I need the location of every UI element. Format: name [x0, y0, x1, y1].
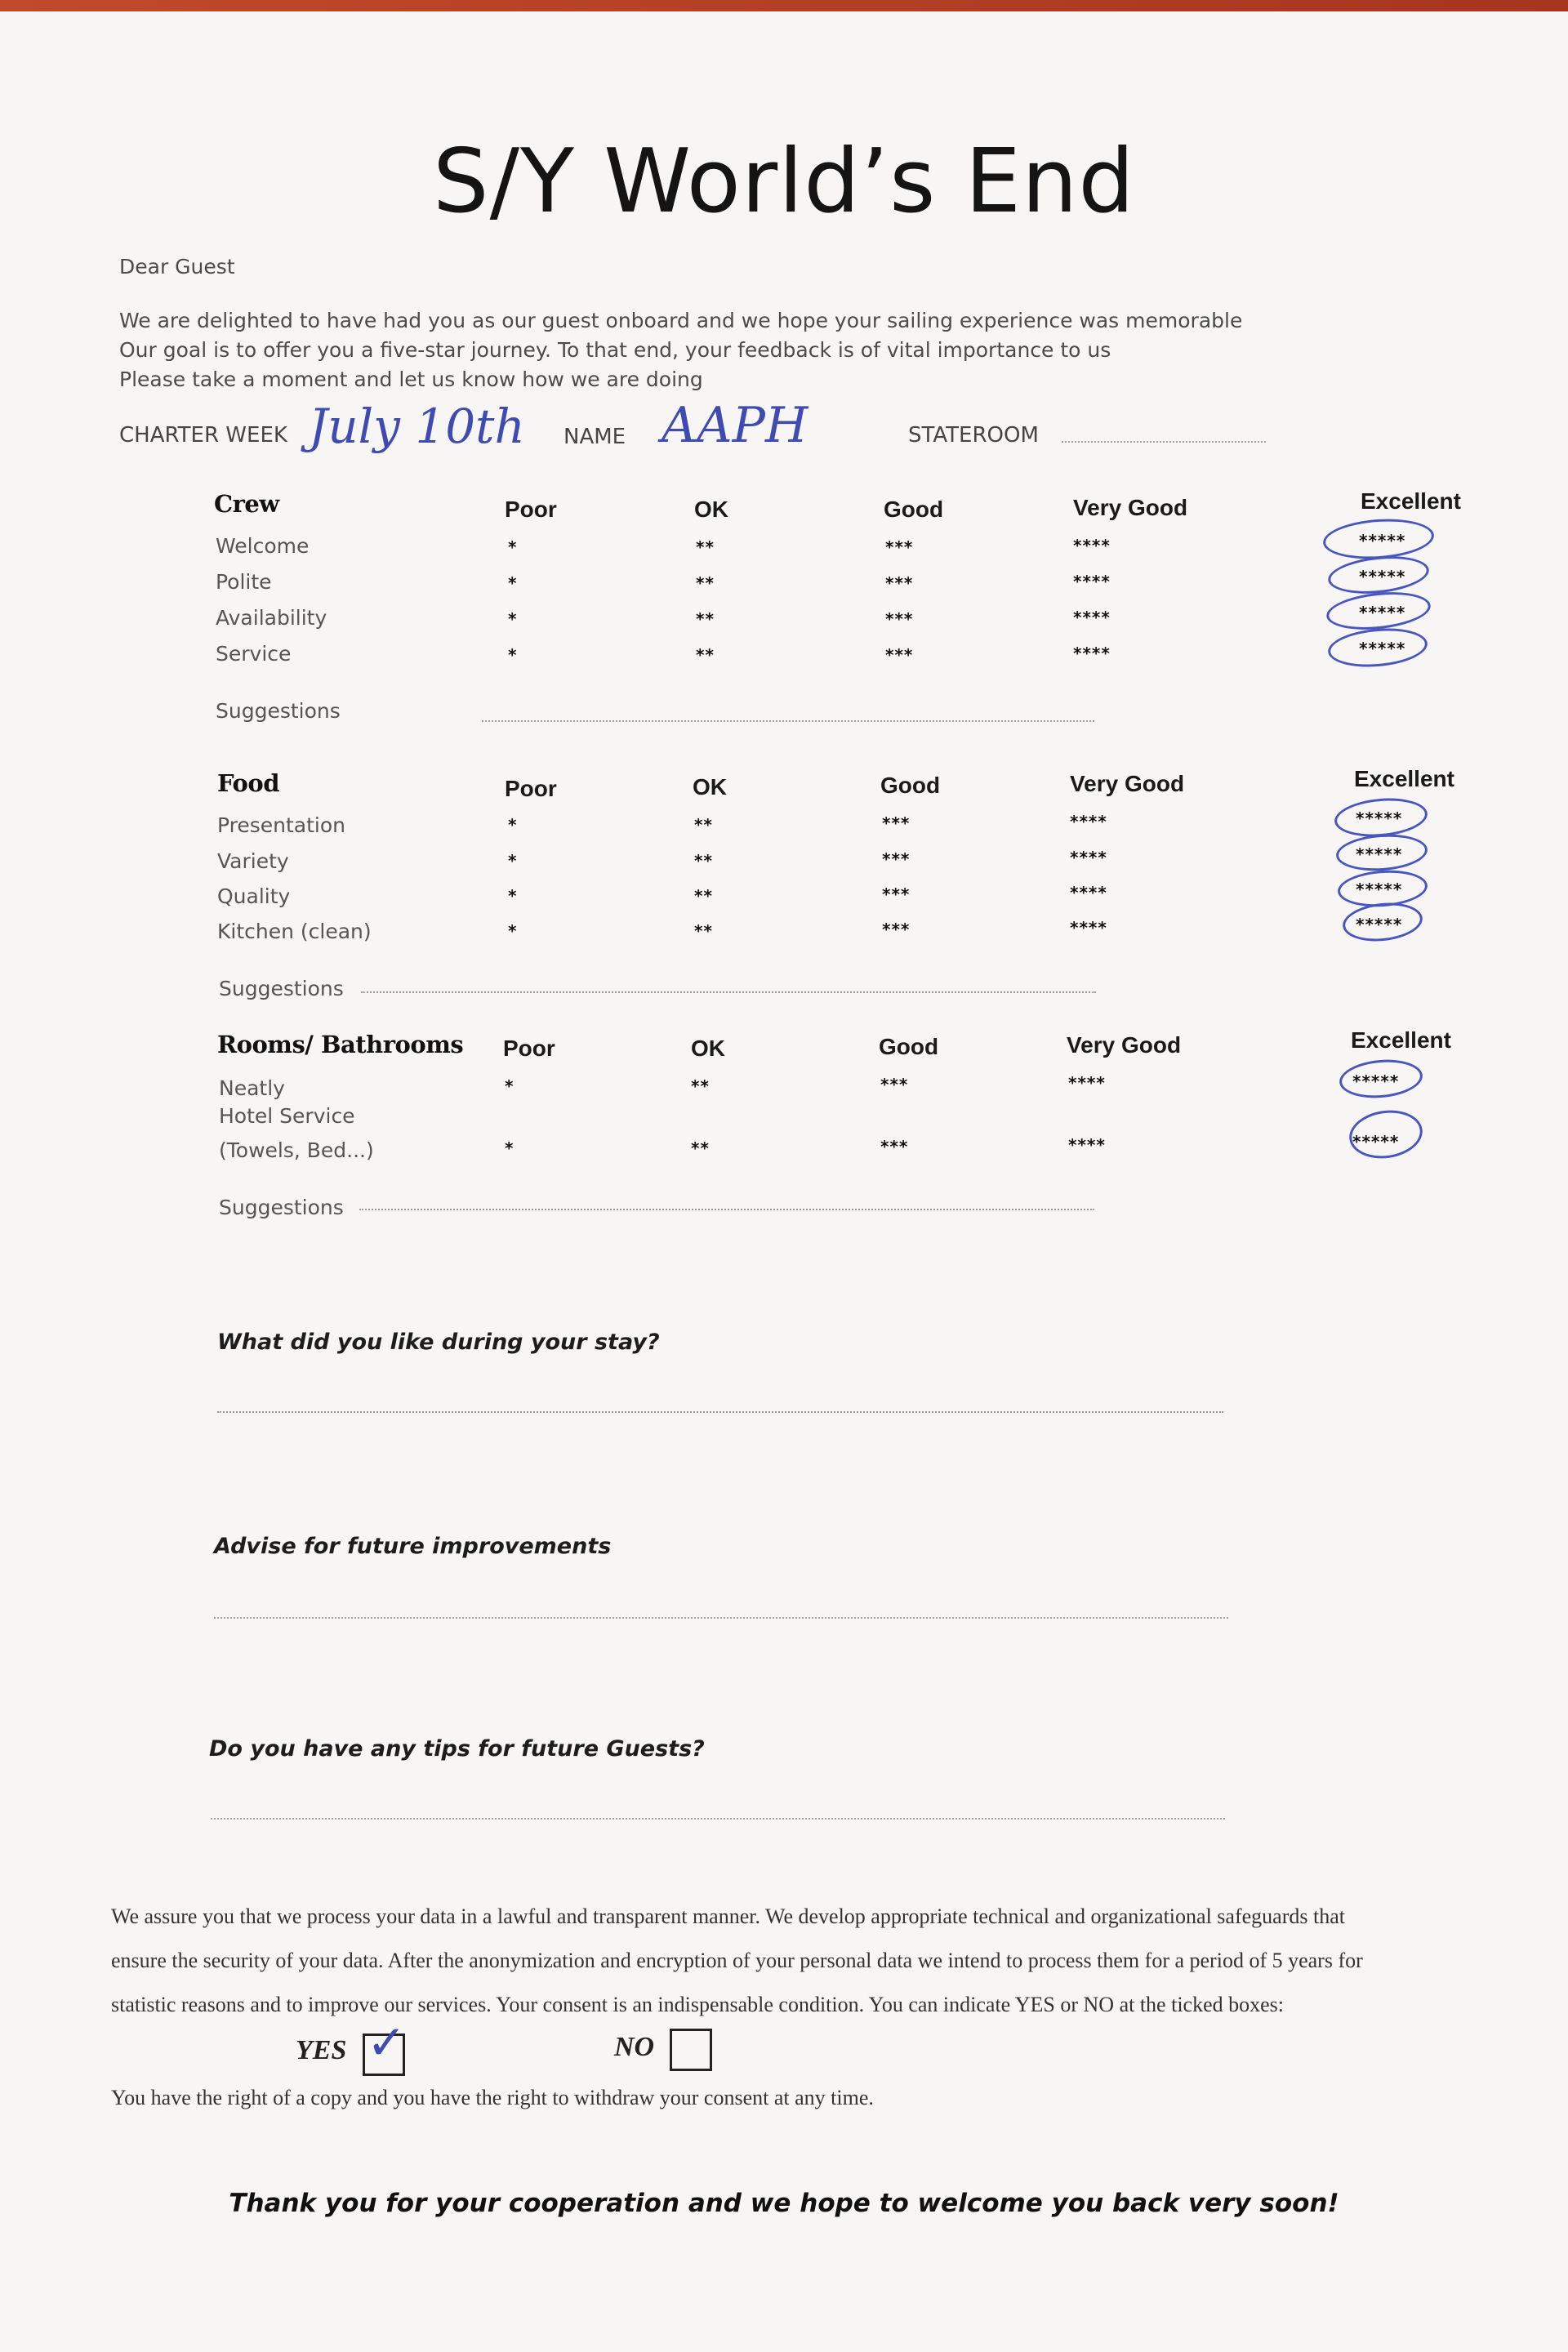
- selection-circle: [1326, 552, 1431, 599]
- rating-option[interactable]: ***: [882, 849, 911, 869]
- top-edge-strip: [0, 0, 1568, 11]
- stateroom-line: [1062, 441, 1266, 443]
- selection-circle: [1326, 625, 1429, 670]
- rating-option[interactable]: ***: [880, 1137, 909, 1156]
- rating-option[interactable]: **: [696, 537, 715, 557]
- selection-circle: [1338, 1057, 1424, 1102]
- rating-option-selected[interactable]: *****: [1359, 603, 1406, 622]
- selection-circle: [1341, 899, 1424, 945]
- col-header-very-good: Very Good: [1070, 771, 1185, 796]
- rating-option[interactable]: *: [508, 609, 518, 629]
- rating-option-selected[interactable]: *****: [1352, 1132, 1400, 1152]
- rating-option[interactable]: *: [508, 851, 518, 871]
- rating-option[interactable]: *: [505, 1138, 514, 1158]
- rating-option[interactable]: *: [505, 1076, 514, 1096]
- rating-option[interactable]: *: [508, 573, 518, 593]
- col-header-excellent: Excellent: [1351, 1027, 1451, 1053]
- question-tips: Do you have any tips for future Guests?: [209, 1736, 705, 1762]
- rating-option[interactable]: **: [694, 886, 713, 906]
- selection-circle: [1325, 587, 1432, 634]
- rights-line: You have the right of a copy and you have the right to withdraw your consent at any time.: [111, 2086, 874, 2109]
- rating-option[interactable]: **: [694, 851, 713, 871]
- stateroom-label: STATEROOM: [908, 423, 1039, 448]
- row-label-quality: Quality: [217, 884, 291, 908]
- rating-option[interactable]: ****: [1070, 848, 1107, 867]
- rating-option[interactable]: ****: [1068, 1073, 1106, 1093]
- selection-circle: [1335, 831, 1429, 874]
- col-header-excellent: Excellent: [1354, 766, 1454, 791]
- name-label: NAME: [564, 425, 626, 449]
- rating-option[interactable]: *: [508, 921, 518, 941]
- suggestions-label-food: Suggestions: [219, 977, 344, 1000]
- col-header-ok: OK: [693, 774, 727, 800]
- rating-option[interactable]: **: [696, 645, 715, 665]
- col-header-excellent: Excellent: [1361, 488, 1461, 514]
- suggestions-label-crew: Suggestions: [216, 699, 341, 723]
- rating-option[interactable]: **: [696, 609, 715, 629]
- rating-option-selected[interactable]: *****: [1359, 639, 1406, 658]
- col-header-good: Good: [879, 1034, 939, 1059]
- intro-line-3: Please take a moment and let us know how we are doing: [119, 368, 703, 391]
- rating-option-selected[interactable]: *****: [1356, 880, 1403, 899]
- selection-circle: [1333, 795, 1429, 840]
- rating-option[interactable]: ***: [882, 813, 911, 833]
- col-header-good: Good: [884, 497, 944, 522]
- row-label-presentation: Presentation: [217, 813, 346, 837]
- rating-option[interactable]: ****: [1073, 644, 1111, 663]
- consent-no-label: NO: [614, 2032, 655, 2062]
- section-title-rooms: Rooms/ Bathrooms: [217, 1031, 464, 1058]
- row-label-polite: Polite: [216, 570, 272, 594]
- consent-yes-checkbox[interactable]: [363, 2015, 407, 2076]
- closing-line: Thank you for your cooperation and we hope to welcome you back very soon!: [229, 2189, 1339, 2218]
- rating-option[interactable]: ***: [885, 573, 914, 593]
- row-label-neatly: Neatly: [219, 1076, 285, 1100]
- legal-line-1: We assure you that we process your data in a lawful and transparent manner. We develop appropriate technical and organizational safeguards that: [111, 1904, 1345, 1928]
- col-header-poor: Poor: [503, 1036, 555, 1061]
- suggestions-line-rooms[interactable]: [359, 1209, 1094, 1210]
- row-label-service: Service: [216, 642, 292, 666]
- check-mark-icon: ✓: [367, 2015, 407, 2070]
- rating-option[interactable]: **: [691, 1138, 710, 1158]
- rating-option[interactable]: **: [696, 573, 715, 593]
- rating-option[interactable]: *: [508, 886, 518, 906]
- rating-option-selected[interactable]: *****: [1352, 1071, 1400, 1091]
- charter-week-value: July 10th: [309, 399, 525, 454]
- rating-option-selected[interactable]: *****: [1356, 844, 1403, 864]
- answer-line-liked[interactable]: [217, 1411, 1223, 1413]
- selection-circle: [1321, 515, 1435, 562]
- rating-option[interactable]: ****: [1070, 918, 1107, 938]
- col-header-poor: Poor: [505, 776, 557, 801]
- rating-option-selected[interactable]: *****: [1359, 531, 1406, 550]
- intro-line-1: We are delighted to have had you as our guest onboard and we hope your sailing experience was memorable: [119, 309, 1243, 332]
- rating-option[interactable]: ***: [880, 1075, 909, 1094]
- col-header-very-good: Very Good: [1073, 495, 1188, 520]
- row-label-variety: Variety: [217, 849, 289, 873]
- form-title: S/Y World’s End: [433, 131, 1135, 233]
- rating-option[interactable]: ****: [1070, 883, 1107, 902]
- col-header-very-good: Very Good: [1067, 1032, 1182, 1058]
- row-label-kitchen: Kitchen (clean): [217, 920, 372, 943]
- question-liked: What did you like during your stay?: [217, 1330, 660, 1355]
- rating-option[interactable]: ***: [885, 645, 914, 665]
- rating-option[interactable]: ***: [882, 884, 911, 904]
- selection-circle: [1346, 1106, 1425, 1163]
- suggestions-line-food[interactable]: [361, 991, 1096, 993]
- row-label-availability: Availability: [216, 606, 327, 630]
- rating-option-selected[interactable]: *****: [1356, 808, 1403, 828]
- greeting: Dear Guest: [119, 255, 235, 278]
- rating-option[interactable]: ****: [1070, 812, 1107, 831]
- section-title-food: Food: [217, 769, 279, 797]
- suggestions-label-rooms: Suggestions: [219, 1196, 344, 1219]
- col-header-good: Good: [880, 773, 941, 798]
- col-header-poor: Poor: [505, 497, 557, 522]
- rating-option[interactable]: **: [694, 921, 713, 941]
- legal-line-3: statistic reasons and to improve our services. Your consent is an indispensable condition. You can indicate YES or NO at the ticked boxes:: [111, 1993, 1285, 2016]
- rating-option[interactable]: ***: [885, 537, 914, 557]
- rating-option[interactable]: ***: [882, 920, 911, 939]
- row-label-towels-bed: (Towels, Bed...): [219, 1138, 374, 1162]
- legal-line-2: ensure the security of your data. After the anonymization and encryption of your personal data we intend to process them for a period of 5 years for: [111, 1949, 1363, 1972]
- rating-option-selected[interactable]: *****: [1356, 915, 1403, 934]
- rating-option-selected[interactable]: *****: [1359, 567, 1406, 586]
- rating-option[interactable]: ****: [1068, 1135, 1106, 1155]
- rating-option[interactable]: **: [694, 815, 713, 835]
- row-label-hotel-service: Hotel Service: [219, 1104, 355, 1128]
- rating-option[interactable]: ****: [1073, 608, 1111, 627]
- suggestions-line-crew[interactable]: [482, 720, 1094, 722]
- rating-option[interactable]: *: [508, 815, 518, 835]
- col-header-ok: OK: [691, 1036, 725, 1061]
- rating-option[interactable]: ****: [1073, 536, 1111, 555]
- section-title-crew: Crew: [214, 490, 279, 518]
- answer-line-improvements[interactable]: [214, 1617, 1228, 1619]
- rating-option[interactable]: *: [508, 645, 518, 665]
- rating-option[interactable]: ***: [885, 609, 914, 629]
- intro-line-2: Our goal is to offer you a five-star journey. To that end, your feedback is of vital importance to us: [119, 338, 1111, 362]
- answer-line-tips[interactable]: [211, 1818, 1225, 1820]
- rating-option[interactable]: ****: [1073, 572, 1111, 591]
- consent-no-checkbox[interactable]: [670, 2029, 712, 2071]
- col-header-ok: OK: [694, 497, 728, 522]
- rating-option[interactable]: **: [691, 1076, 710, 1096]
- rating-option[interactable]: *: [508, 537, 518, 557]
- name-value: ΑΑΡΗ: [662, 397, 808, 454]
- charter-week-label: CHARTER WEEK: [119, 423, 287, 448]
- row-label-welcome: Welcome: [216, 534, 310, 558]
- consent-yes-label: YES: [296, 2035, 347, 2065]
- question-improvements: Advise for future improvements: [214, 1534, 612, 1559]
